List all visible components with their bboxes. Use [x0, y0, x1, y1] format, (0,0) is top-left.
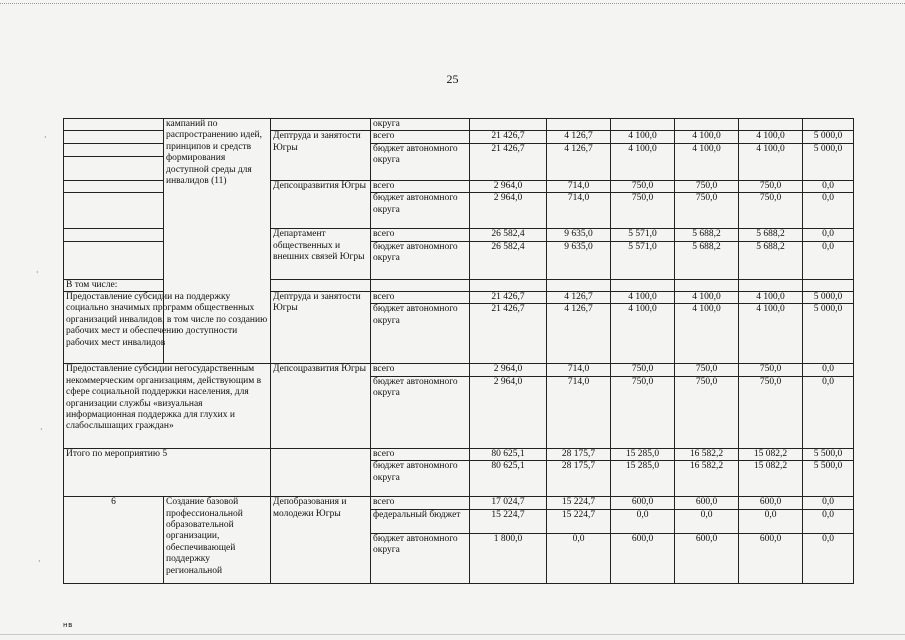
amount-cell: 5 000,0 [803, 292, 854, 304]
amount-cell: 750,0 [739, 376, 803, 448]
table-cell [64, 119, 164, 131]
amount-cell: 17 024,7 [470, 497, 547, 509]
table-cell [470, 119, 547, 131]
table-cell [271, 448, 371, 496]
amount-cell: 750,0 [611, 180, 675, 192]
amount-cell: 15 285,0 [611, 448, 675, 460]
amount-cell: 4 100,0 [611, 131, 675, 143]
table-cell [803, 119, 854, 131]
funding-table [63, 118, 854, 584]
amount-cell: 5 688,2 [739, 229, 803, 241]
table-cell [64, 193, 164, 229]
table-cell [803, 279, 854, 291]
amount-cell: 5 000,0 [803, 304, 854, 364]
table-cell: кампаний по распространению идей, принципов и средств формирования доступной среды для инвалидов (11) [164, 119, 271, 364]
amount-cell: 80 625,1 [470, 448, 547, 460]
table-cell: Депобразования и молодежи Югры [271, 497, 371, 583]
table-cell [64, 180, 164, 192]
table-row [64, 497, 854, 509]
table-cell [547, 279, 611, 291]
amount-cell: 750,0 [675, 364, 739, 376]
amount-cell: 5 500,0 [803, 448, 854, 460]
amount-cell: 5 571,0 [611, 241, 675, 279]
table-row [64, 292, 854, 304]
amount-cell: 5 688,2 [739, 241, 803, 279]
amount-cell: 15 224,7 [470, 509, 547, 533]
amount-cell: 15 224,7 [547, 497, 611, 509]
amount-cell: 16 582,2 [675, 448, 739, 460]
table-cell: Предоставление субсидии на поддержку социально значимых программ общественных организаций инвалидов, в том числе по созданию рабочих мест и обеспечению доступности рабочих мест инвалидов [64, 292, 271, 364]
amount-cell: 0,0 [675, 509, 739, 533]
amount-cell: 750,0 [739, 193, 803, 229]
table-cell: В том числе: [64, 279, 271, 291]
table-cell: федеральный бюджет [371, 509, 470, 533]
amount-cell: 750,0 [611, 376, 675, 448]
amount-cell: 21 426,7 [470, 292, 547, 304]
page-number: 25 [446, 72, 459, 86]
amount-cell: 750,0 [739, 180, 803, 192]
amount-cell: 15 285,0 [611, 461, 675, 497]
amount-cell: 4 126,7 [547, 143, 611, 180]
table-row [64, 448, 854, 460]
table-cell: Депсоцразвития Югры [271, 180, 371, 228]
table-cell: Предоставление субсидии негосударственным некоммерческим организациям, действующим в сфере социальной поддержки населения, для организации службы «визуальная информационная поддержка для глухих и слабослышащих граждан» [64, 364, 271, 448]
amount-cell: 1 800,0 [470, 533, 547, 583]
amount-cell: 28 175,7 [547, 448, 611, 460]
amount-cell: 750,0 [739, 364, 803, 376]
amount-cell: 0,0 [611, 509, 675, 533]
amount-cell: 750,0 [675, 193, 739, 229]
amount-cell: 750,0 [611, 364, 675, 376]
amount-cell: 4 100,0 [675, 143, 739, 180]
amount-cell: 4 100,0 [611, 292, 675, 304]
table-cell [271, 119, 371, 131]
table-cell [64, 131, 164, 143]
margin-mark: · [36, 268, 39, 277]
amount-cell: 0,0 [803, 376, 854, 448]
table-cell: бюджет автономного округа [371, 193, 470, 229]
amount-cell: 28 175,7 [547, 461, 611, 497]
table-cell: Итого по мероприятию 5 [64, 448, 271, 496]
amount-cell: 4 100,0 [739, 304, 803, 364]
amount-cell: 750,0 [611, 193, 675, 229]
amount-cell: 600,0 [675, 497, 739, 509]
amount-cell: 714,0 [547, 364, 611, 376]
table-row [64, 279, 854, 291]
amount-cell: 0,0 [803, 497, 854, 509]
table-cell: 6 [64, 497, 164, 583]
amount-cell: 4 100,0 [739, 131, 803, 143]
amount-cell: 714,0 [547, 376, 611, 448]
table-cell: бюджет автономного округа [371, 533, 470, 583]
table-cell [64, 229, 164, 241]
table-cell [547, 119, 611, 131]
amount-cell: 4 100,0 [675, 292, 739, 304]
amount-cell: 21 426,7 [470, 304, 547, 364]
table-cell [64, 241, 164, 279]
amount-cell: 750,0 [675, 376, 739, 448]
amount-cell: 9 635,0 [547, 241, 611, 279]
table-cell [739, 279, 803, 291]
margin-mark: · [44, 133, 47, 142]
table-cell: округа [371, 119, 470, 131]
amount-cell: 5 500,0 [803, 461, 854, 497]
amount-cell: 600,0 [675, 533, 739, 583]
amount-cell: 0,0 [739, 509, 803, 533]
amount-cell: 0,0 [803, 241, 854, 279]
amount-cell: 600,0 [739, 497, 803, 509]
table-cell [675, 279, 739, 291]
table-cell: Дептруда и занятости Югры [271, 131, 371, 180]
table-cell: Депсоцразвития Югры [271, 364, 371, 448]
table-body [64, 119, 854, 584]
amount-cell: 600,0 [611, 533, 675, 583]
table-cell: бюджет автономного округа [371, 143, 470, 180]
amount-cell: 0,0 [803, 533, 854, 583]
table-cell: всего [371, 229, 470, 241]
table-row [64, 119, 854, 131]
table-cell [64, 156, 164, 180]
amount-cell: 5 688,2 [675, 229, 739, 241]
amount-cell: 5 000,0 [803, 131, 854, 143]
amount-cell: 4 100,0 [675, 131, 739, 143]
amount-cell: 15 082,2 [739, 448, 803, 460]
amount-cell: 2 964,0 [470, 364, 547, 376]
table-cell [470, 279, 547, 291]
table-cell: бюджет автономного округа [371, 461, 470, 497]
table-cell: бюджет автономного округа [371, 376, 470, 448]
amount-cell: 4 126,7 [547, 292, 611, 304]
amount-cell: 15 224,7 [547, 509, 611, 533]
amount-cell: 5 000,0 [803, 143, 854, 180]
amount-cell: 4 126,7 [547, 304, 611, 364]
amount-cell: 4 100,0 [675, 304, 739, 364]
amount-cell: 26 582,4 [470, 241, 547, 279]
table-row [64, 364, 854, 376]
amount-cell: 26 582,4 [470, 229, 547, 241]
amount-cell: 4 126,7 [547, 131, 611, 143]
table-cell: всего [371, 364, 470, 376]
amount-cell: 15 082,2 [739, 461, 803, 497]
table-cell: всего [371, 497, 470, 509]
amount-cell: 5 688,2 [675, 241, 739, 279]
amount-cell: 0,0 [803, 180, 854, 192]
margin-mark: · [38, 557, 41, 566]
amount-cell: 21 426,7 [470, 131, 547, 143]
table-cell [611, 279, 675, 291]
amount-cell: 21 426,7 [470, 143, 547, 180]
amount-cell: 9 635,0 [547, 229, 611, 241]
amount-cell: 750,0 [675, 180, 739, 192]
amount-cell: 80 625,1 [470, 461, 547, 497]
amount-cell: 0,0 [803, 509, 854, 533]
table-cell [611, 119, 675, 131]
footer-mark: нв [63, 621, 73, 629]
amount-cell: 4 100,0 [611, 304, 675, 364]
table-cell [64, 143, 164, 156]
amount-cell: 0,0 [803, 229, 854, 241]
table-cell: бюджет автономного округа [371, 304, 470, 364]
table-cell: Создание базовой профессиональной образовательной организации, обеспечивающей поддержку региональной [164, 497, 271, 583]
top-scan-border [0, 3, 905, 4]
amount-cell: 4 100,0 [739, 143, 803, 180]
table-cell: всего [371, 292, 470, 304]
amount-cell: 2 964,0 [470, 193, 547, 229]
amount-cell: 4 100,0 [739, 292, 803, 304]
margin-mark: · [40, 425, 43, 434]
table-cell: всего [371, 180, 470, 192]
table-cell: всего [371, 131, 470, 143]
amount-cell: 0,0 [547, 533, 611, 583]
amount-cell: 16 582,2 [675, 461, 739, 497]
table-cell [271, 279, 371, 291]
table-cell: Департамент общественных и внешних связей Югры [271, 229, 371, 279]
amount-cell: 2 964,0 [470, 376, 547, 448]
amount-cell: 600,0 [739, 533, 803, 583]
amount-cell: 600,0 [611, 497, 675, 509]
table-cell [675, 119, 739, 131]
table-cell: всего [371, 448, 470, 460]
table-cell [371, 279, 470, 291]
amount-cell: 5 571,0 [611, 229, 675, 241]
amount-cell: 0,0 [803, 364, 854, 376]
table-cell: бюджет автономного округа [371, 241, 470, 279]
amount-cell: 4 100,0 [611, 143, 675, 180]
table-cell: Дептруда и занятости Югры [271, 292, 371, 364]
amount-cell: 714,0 [547, 180, 611, 192]
amount-cell: 714,0 [547, 193, 611, 229]
amount-cell: 2 964,0 [470, 180, 547, 192]
table-cell [739, 119, 803, 131]
bottom-scan-border [0, 634, 905, 635]
amount-cell: 0,0 [803, 193, 854, 229]
